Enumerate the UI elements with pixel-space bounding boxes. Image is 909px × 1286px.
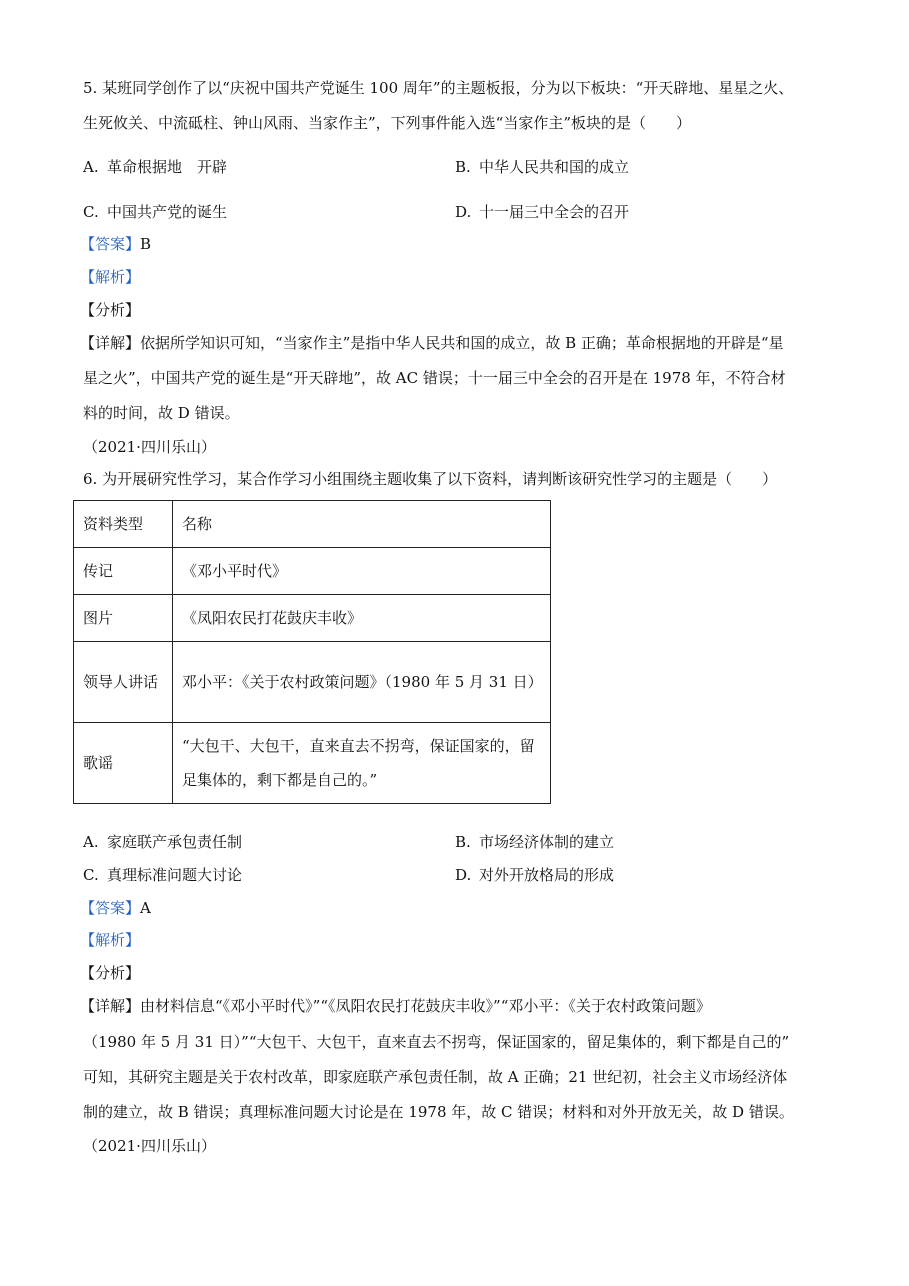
table-cell-name: 《凤阳农民打花鼓庆丰收》 — [173, 595, 551, 642]
q6-fenxi-heading — [80, 963, 840, 983]
table-row — [74, 642, 551, 723]
table-cell-type: 领导人讲话 — [74, 642, 173, 723]
option-text: 市场经济体制的建立 — [479, 833, 615, 851]
q5-option-b — [455, 157, 629, 177]
q6-detail-line-3: 可知，其研究主题是关于农村改革，即家庭联产承包责任制，故 A 正确；21 世纪初，社会主义市场经济体 — [83, 1068, 788, 1086]
detail-text: 由材料信息“《邓小平时代》”“《凤阳农民打花鼓庆丰收》”“邓小平：《关于农村政策问题》 — [140, 997, 711, 1015]
analysis-tag: 【解析】 — [80, 931, 141, 949]
table-header-name: 名称 — [173, 501, 551, 548]
q5-source: （2021·四川乐山） — [83, 438, 216, 456]
table-row — [74, 723, 551, 804]
q5-answer — [80, 234, 840, 254]
table-cell-type: 传记 — [74, 548, 173, 595]
option-letter: D. — [455, 203, 472, 221]
option-text: 革命根据地 开辟 — [107, 158, 228, 176]
option-text: 中华人民共和国的成立 — [479, 158, 630, 176]
option-letter: B. — [455, 158, 471, 176]
q6-option-d — [455, 865, 614, 885]
q5-option-d — [455, 202, 629, 222]
option-letter: D. — [455, 866, 472, 884]
fenxi-tag: 【分析】 — [80, 964, 141, 982]
table-cell-type: 图片 — [74, 595, 173, 642]
option-letter: A. — [83, 158, 99, 176]
q5-detail-line-1 — [80, 333, 840, 353]
q5-detail-line-2: 星之火”，中国共产党的诞生是“开天辟地”，故 AC 错误；十一届三中全会的召开是在 1978 年，不符合材 — [83, 369, 786, 387]
fenxi-tag: 【分析】 — [80, 301, 141, 319]
detail-tag: 【详解】 — [80, 997, 141, 1015]
q6-resource-table — [73, 500, 551, 804]
answer-value: A — [140, 899, 151, 917]
q6-answer — [80, 898, 840, 918]
q6-detail-line-2: （1980 年 5 月 31 日）”“大包干、大包干，直来直去不拐弯，保证国家的，留足集体的，剩下都是自己的” — [83, 1033, 790, 1051]
q6-option-c — [83, 865, 242, 885]
q5-detail-line-3: 料的时间，故 D 错误。 — [83, 404, 240, 422]
table-header-row — [74, 501, 551, 548]
q5-fenxi-heading — [80, 300, 840, 320]
option-text: 十一届三中全会的召开 — [479, 203, 630, 221]
q6-analysis-heading — [80, 930, 840, 950]
detail-text: 依据所学知识可知，“当家作主”是指中华人民共和国的成立，故 B 正确；革命根据地的开辟是“星 — [140, 334, 784, 352]
answer-value: B — [140, 235, 152, 253]
q6-option-b — [455, 832, 614, 852]
option-text: 对外开放格局的形成 — [479, 866, 615, 884]
table-row — [74, 548, 551, 595]
table-cell-type: 歌谣 — [74, 723, 173, 804]
table-cell-name: 《邓小平时代》 — [173, 548, 551, 595]
table-row — [74, 595, 551, 642]
option-text: 家庭联产承包责任制 — [107, 833, 243, 851]
table-cell-name: “大包干、大包干，直来直去不拐弯，保证国家的，留足集体的，剩下都是自己的。” — [173, 723, 551, 804]
q5-stem-line-2: 生死攸关、中流砥柱、钟山风雨、当家作主”，下列事件能入选“当家作主”板块的是（ ） — [83, 114, 692, 132]
q5-option-c — [83, 202, 227, 222]
q6-detail-line-1 — [80, 996, 840, 1016]
option-letter: B. — [455, 833, 471, 851]
answer-tag: 【答案】 — [80, 235, 141, 253]
option-letter: A. — [83, 833, 99, 851]
q6-detail-line-4: 制的建立，故 B 错误；真理标准问题大讨论是在 1978 年，故 C 错误；材料和对外开放无关，故 D 错误。 — [83, 1103, 794, 1121]
option-text: 真理标准问题大讨论 — [107, 866, 243, 884]
analysis-tag: 【解析】 — [80, 268, 141, 286]
q5-option-a — [83, 157, 227, 177]
q6-stem: 6. 为开展研究性学习，某合作学习小组围绕主题收集了以下资料，请判断该研究性学习的主题是（ ） — [83, 470, 778, 488]
table-header-type: 资料类型 — [74, 501, 173, 548]
q5-analysis-heading — [80, 267, 840, 287]
detail-tag: 【详解】 — [80, 334, 141, 352]
answer-tag: 【答案】 — [80, 899, 141, 917]
option-text: 中国共产党的诞生 — [107, 203, 228, 221]
q6-source: （2021·四川乐山） — [83, 1137, 216, 1155]
table-cell-name: 邓小平：《关于农村政策问题》（1980 年 5 月 31 日） — [173, 642, 551, 723]
q5-stem-line-1: 5. 某班同学创作了以“庆祝中国共产党诞生 100 周年”的主题板报，分为以下板块：“开天辟地、星星之火、 — [83, 79, 794, 97]
option-letter: C. — [83, 866, 99, 884]
q6-option-a — [83, 832, 242, 852]
option-letter: C. — [83, 203, 99, 221]
